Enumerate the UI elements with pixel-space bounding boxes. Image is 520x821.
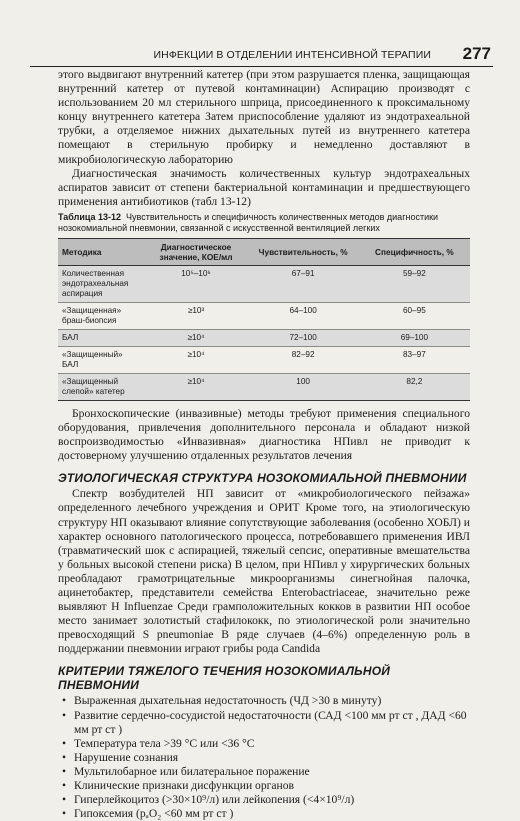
column-header-specificity: Специфичность, % [359,238,470,265]
table-cell: Количественная эндотрахеальная аспирация [58,265,145,302]
paragraph-etiology: Спектр возбудителей НП зависит от «микробиологического пейзажа» определенного лечебного учреждения и ОРИТ Кроме того, на этиологическую структуру НП оказывают влияние сопутствующие заболевания (особенно ХОБЛ) и характер основного патологического процесса, потребовавшего применения ИВЛ (травматический шок с аспирацией, тяжелый сепсис, оперативные вмешательства у больных высокой степени риска) В целом, при НПивл у хирургических больных преобладают грамотрицательные микроорганизмы синегнойная палочка, ацинетобактер, представители семейства Enterobactriaceae, значительно реже выявляют H Influenzae Среди грамположительных кокков в развитии НП особое место занимает золотистый стафилококк, по этиологической роли значительно превосходящий S pneumoniae В ряде случаев (4–6%) определенную роль в поддержании пневмонии играют грибы рода Candida [58,487,470,656]
table-cell: «Защищенный» БАЛ [58,346,145,373]
sensitivity-table [58,238,470,401]
table-row [58,302,470,329]
table-cell: 67–91 [248,265,359,302]
table-cell: 69–100 [359,329,470,346]
table-cell: «Защищенный слепой» катетер [58,373,145,400]
table-cell: 82–92 [248,346,359,373]
column-header-method: Методика [58,238,145,265]
list-item: • Гиперлейкоцитоз (>30×10⁹/л) или лейкопения (<4×10⁹/л) [58,793,470,807]
table-cell: «Защищенная» браш-биопсия [58,302,145,329]
page-number: 277 [462,44,491,63]
table-cell: 83–97 [359,346,470,373]
table-caption-label: Таблица 13-12 [58,211,122,222]
table-cell: ≥10⁴ [145,329,248,346]
list-item: • Развитие сердечно-сосудистой недостаточности (САД <100 мм рт ст , ДАД <60 мм рт ст ) [58,709,470,737]
table-cell: 60–95 [359,302,470,329]
paragraph-diagnostic-value: Диагностическая значимость количественных культур эндотрахеальных аспиратов зависит от степени бактериальной контаминации и предшествующего применения антибиотиков (табл 13-12) [58,166,470,208]
table-cell: ≥10⁴ [145,346,248,373]
list-item: • Температура тела >39 °С или <36 °С [58,737,470,751]
criteria-list [58,694,470,821]
column-header-sensitivity: Чувствительность, % [248,238,359,265]
table-row [58,265,470,302]
table-cell: 72–100 [248,329,359,346]
list-item: • Выраженная дыхательная недостаточность (ЧД >30 в минуту) [58,694,470,708]
table-row [58,373,470,400]
table-cell: ≥10³ [145,302,248,329]
page-body [58,68,470,821]
list-item: • Мультилобарное или билатеральное поражение [58,765,470,779]
table-caption [58,212,470,234]
table-cell: 100 [248,373,359,400]
column-header-diagnostic-value: Диагностическое значение, КОЕ/мл [145,238,248,265]
table-cell: 82,2 [359,373,470,400]
table-header-row [58,238,470,265]
table-cell: 64–100 [248,302,359,329]
table-row [58,329,470,346]
list-item: • Клинические признаки дисфункции органов [58,779,470,793]
section-heading-etiology: ЭТИОЛОГИЧЕСКАЯ СТРУКТУРА НОЗОКОМИАЛЬНОЙ ПНЕВМОНИИ [58,471,467,486]
running-title: ИНФЕКЦИИ В ОТДЕЛЕНИИ ИНТЕНСИВНОЙ ТЕРАПИИ [153,49,431,61]
table-cell: БАЛ [58,329,145,346]
list-item: • Гипоксемия (pₐO₂ <60 мм рт ст ) [58,807,470,821]
running-header [30,44,493,67]
table-cell: 10⁵–10⁶ [145,265,248,302]
list-item: • Нарушение сознания [58,751,470,765]
paragraph-bronchoscopic-methods: Бронхоскопические (инвазивные) методы требуют применения специального оборудования, привлечения дополнительного персонала и обладают низкой воспроизводимостью «Инвазивная» диагностика НПивл не приводит к достоверному улучшению отдаленных результатов лечения [58,406,470,463]
table-cell: 59–92 [359,265,470,302]
section-heading-severity-criteria: КРИТЕРИИ ТЯЖЕЛОГО ТЕЧЕНИЯ НОЗОКОМИАЛЬНОЙ ПНЕВМОНИИ [58,664,391,693]
table-row [58,346,470,373]
table-caption-text: Чувствительность и специфичность количественных методов диагностики нозокомиальной пневмонии, связанной с искусственной вентиляцией легких [58,211,439,233]
paragraph-aspiration-procedure: этого выдвигают внутренний катетер (при этом разрушается пленка, защищающая внутренний катетер от путевой контаминации) Аспирацию производят с использованием 20 мл стерильного шприца, присоединенного к проксимальному концу внутреннего катетера Затем приспособление удаляют из эндотрахеальной трубки, а отделяемое нижних дыхательных путей из внутреннего катетера помещают в стерильную пробирку и немедленно доставляют в микробиологическую лабораторию [58,68,470,166]
table-cell: ≥10⁴ [145,373,248,400]
